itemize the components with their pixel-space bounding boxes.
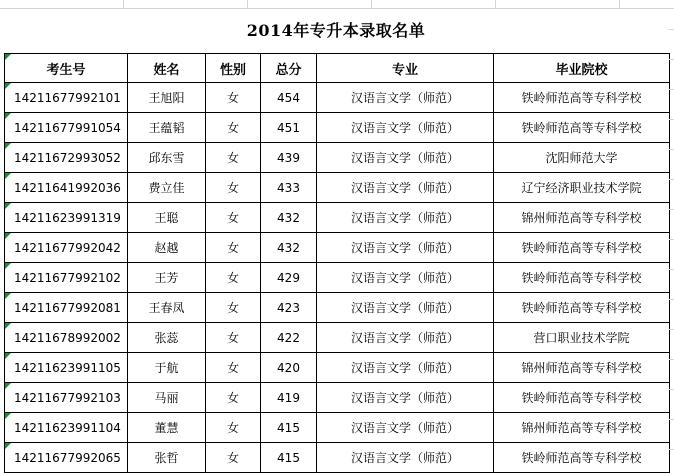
exam-id-text: 14211677992042 [14,240,121,255]
page-title[interactable]: 2014年专升本录取名单 [246,21,426,40]
cell-major[interactable]: 汉语言文学（师范） [317,383,494,413]
cell-name[interactable]: 王聪 [128,203,206,233]
cell-note-marker [5,143,11,149]
table-row [5,173,670,203]
cell-gender[interactable]: 女 [206,323,261,353]
cell-gender[interactable]: 女 [206,383,261,413]
table-row [5,83,670,113]
exam-id-text: 14211623991105 [14,360,121,375]
cell-gender[interactable]: 女 [206,293,261,323]
cell-name[interactable]: 张蕊 [128,323,206,353]
exam-id-text: 14211677992065 [14,450,121,465]
cell-major[interactable]: 汉语言文学（师范） [317,203,494,233]
cell-score[interactable]: 420 [261,353,317,383]
cell-major[interactable]: 汉语言文学（师范） [317,83,494,113]
cell-exam-id[interactable] [5,383,128,413]
cell-major[interactable]: 汉语言文学（师范） [317,173,494,203]
table-row [5,233,670,263]
cell-major[interactable]: 汉语言文学（师范） [317,143,494,173]
cell-name[interactable]: 费立佳 [128,173,206,203]
cell-exam-id[interactable] [5,323,128,353]
exam-id-text: 14211677992103 [14,390,121,405]
cell-score[interactable]: 433 [261,173,317,203]
cell-school[interactable]: 沈阳师范大学 [494,143,670,173]
table-row [5,353,670,383]
cell-name[interactable]: 董慧 [128,413,206,443]
cell-note-marker [5,353,11,359]
cell-school[interactable]: 营口职业技术学院 [494,323,670,353]
header-cell-gender[interactable]: 性别 [206,54,261,83]
exam-id-text: 14211677992081 [14,300,121,315]
cell-major[interactable]: 汉语言文学（师范） [317,263,494,293]
exam-id-text: 14211678992002 [14,330,121,345]
cell-score[interactable]: 432 [261,203,317,233]
header-cell-exam-id[interactable] [5,54,128,83]
cell-score[interactable]: 451 [261,113,317,143]
table-row [5,413,670,443]
admission-table [4,53,670,473]
cell-exam-id[interactable] [5,113,128,143]
cell-score[interactable]: 415 [261,413,317,443]
cell-school[interactable]: 铁岭师范高等专科学校 [494,233,670,263]
cell-exam-id[interactable] [5,83,128,113]
cell-major[interactable]: 汉语言文学（师范） [317,443,494,473]
cell-exam-id[interactable] [5,293,128,323]
header-label: 考生号 [46,62,86,78]
cell-school[interactable]: 铁岭师范高等专科学校 [494,293,670,323]
gridlines-right [669,0,674,474]
header-row [5,54,670,83]
cell-name[interactable]: 王春凤 [128,293,206,323]
cell-gender[interactable]: 女 [206,263,261,293]
table-row [5,113,670,143]
cell-exam-id[interactable] [5,143,128,173]
cell-score[interactable]: 439 [261,143,317,173]
table-row [5,293,670,323]
cell-major[interactable]: 汉语言文学（师范） [317,113,494,143]
cell-note-marker [5,263,11,269]
gridlines-top [0,0,674,9]
cell-note-marker [5,323,11,329]
cell-score[interactable]: 429 [261,263,317,293]
cell-name[interactable]: 张哲 [128,443,206,473]
cell-name[interactable]: 王蕴韬 [128,113,206,143]
exam-id-text: 14211623991319 [14,210,121,225]
cell-note-marker [5,413,11,419]
cell-note-marker [5,113,11,119]
cell-school[interactable]: 铁岭师范高等专科学校 [494,263,670,293]
exam-id-text: 14211672993052 [14,150,121,165]
cell-major[interactable]: 汉语言文学（师范） [317,353,494,383]
cell-score[interactable]: 432 [261,233,317,263]
cell-exam-id[interactable] [5,413,128,443]
cell-name[interactable]: 于航 [128,353,206,383]
cell-score[interactable]: 419 [261,383,317,413]
cell-name[interactable]: 王芳 [128,263,206,293]
header-cell-school[interactable]: 毕业院校 [494,54,670,83]
exam-id-text: 14211623991104 [14,420,121,435]
table-row [5,383,670,413]
table-row [5,323,670,353]
cell-exam-id[interactable] [5,233,128,263]
cell-gender[interactable]: 女 [206,173,261,203]
cell-name[interactable]: 赵越 [128,233,206,263]
cell-name[interactable]: 王旭阳 [128,83,206,113]
cell-note-marker [5,173,11,179]
table-row [5,263,670,293]
table-body [5,83,670,473]
exam-id-text: 14211641992036 [14,180,121,195]
cell-gender[interactable]: 女 [206,203,261,233]
cell-note-marker [5,203,11,209]
cell-exam-id[interactable] [5,203,128,233]
cell-school[interactable]: 铁岭师范高等专科学校 [494,113,670,143]
cell-school[interactable]: 锦州师范高等专科学校 [494,413,670,443]
cell-gender[interactable]: 女 [206,413,261,443]
cell-score[interactable]: 415 [261,443,317,473]
cell-name[interactable]: 马丽 [128,383,206,413]
cell-exam-id[interactable] [5,263,128,293]
cell-school[interactable]: 铁岭师范高等专科学校 [494,383,670,413]
cell-note-marker [5,83,11,89]
cell-note-marker [5,54,11,60]
cell-school[interactable]: 铁岭师范高等专科学校 [494,83,670,113]
cell-exam-id[interactable] [5,173,128,203]
cell-exam-id[interactable] [5,443,128,473]
exam-id-text: 14211677991054 [14,120,121,135]
table-row [5,443,670,473]
cell-gender[interactable]: 女 [206,83,261,113]
cell-score[interactable]: 422 [261,323,317,353]
cell-school[interactable]: 铁岭师范高等专科学校 [494,443,670,473]
cell-note-marker [5,383,11,389]
exam-id-text: 14211677992101 [14,90,121,105]
cell-gender[interactable]: 女 [206,443,261,473]
cell-gender[interactable]: 女 [206,233,261,263]
header-cell-major[interactable]: 专业 [317,54,494,83]
cell-school[interactable]: 锦州师范高等专科学校 [494,353,670,383]
cell-note-marker [5,293,11,299]
cell-school[interactable]: 辽宁经济职业技术学院 [494,173,670,203]
cell-major[interactable]: 汉语言文学（师范） [317,233,494,263]
exam-id-text: 14211677992102 [14,270,121,285]
cell-gender[interactable]: 女 [206,353,261,383]
cell-name[interactable]: 邱东雪 [128,143,206,173]
table-row [5,203,670,233]
cell-gender[interactable]: 女 [206,143,261,173]
cell-major[interactable]: 汉语言文学（师范） [317,323,494,353]
cell-major[interactable]: 汉语言文学（师范） [317,413,494,443]
table-row [5,143,670,173]
cell-note-marker [5,233,11,239]
cell-major[interactable]: 汉语言文学（师范） [317,293,494,323]
cell-school[interactable]: 锦州师范高等专科学校 [494,203,670,233]
cell-score[interactable]: 423 [261,293,317,323]
cell-exam-id[interactable] [5,353,128,383]
cell-gender[interactable]: 女 [206,113,261,143]
cell-score[interactable]: 454 [261,83,317,113]
header-cell-name[interactable]: 姓名 [128,54,206,83]
cell-note-marker [5,443,11,449]
header-cell-score[interactable]: 总分 [261,54,317,83]
